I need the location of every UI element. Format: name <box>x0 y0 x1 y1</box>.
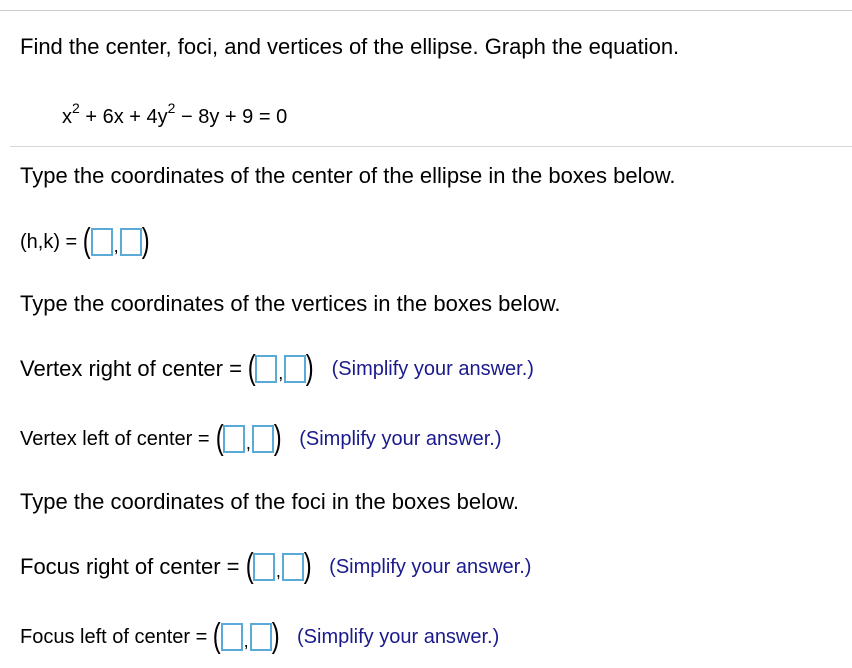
focus-right-row <box>20 549 531 585</box>
focus-left-x-input[interactable] <box>221 623 243 651</box>
top-rule <box>0 10 852 11</box>
open-paren: ( <box>215 419 224 457</box>
simplify-hint: (Simplify your answer.) <box>331 357 534 380</box>
eq-exp-x: 2 <box>72 100 80 116</box>
eq-rest: − 8y + 9 = 0 <box>175 106 288 128</box>
eq-term-y: + 6x + 4y <box>79 106 168 128</box>
comma: , <box>243 631 249 651</box>
simplify-hint: (Simplify your answer.) <box>329 555 532 578</box>
open-paren: ( <box>245 547 254 585</box>
vertex-left-y-input[interactable] <box>252 425 274 453</box>
question-divider <box>10 146 852 147</box>
vertex-left-label: Vertex left of center = <box>20 428 210 450</box>
center-h-input[interactable] <box>91 228 113 256</box>
comma: , <box>278 363 284 383</box>
ellipse-equation <box>62 100 288 130</box>
eq-term-x: x <box>62 106 72 128</box>
focus-left-row <box>20 619 499 655</box>
comma: , <box>275 561 281 581</box>
center-label: (h,k) = <box>20 231 78 253</box>
vertex-right-x-input[interactable] <box>255 355 277 383</box>
vertex-right-y-input[interactable] <box>284 355 306 383</box>
vertex-left-x-input[interactable] <box>223 425 245 453</box>
foci-instruction: Type the coordinates of the foci in the boxes below. <box>20 489 519 514</box>
simplify-hint: (Simplify your answer.) <box>297 625 500 648</box>
focus-right-y-input[interactable] <box>282 553 304 581</box>
center-answer-row <box>20 224 151 260</box>
vertex-right-label: Vertex right of center = <box>20 356 242 381</box>
open-paren: ( <box>247 349 256 387</box>
focus-right-x-input[interactable] <box>253 553 275 581</box>
focus-left-label: Focus left of center = <box>20 626 208 648</box>
open-paren: ( <box>213 617 221 655</box>
vertex-right-row <box>20 351 534 387</box>
focus-right-label: Focus right of center = <box>20 554 240 579</box>
vertex-left-row <box>20 421 502 457</box>
close-paren: ) <box>271 617 280 655</box>
eq-exp-y: 2 <box>167 100 176 116</box>
comma: , <box>245 433 251 453</box>
close-paren: ) <box>141 222 150 260</box>
center-k-input[interactable] <box>120 228 142 256</box>
focus-left-y-input[interactable] <box>250 623 272 651</box>
vertices-instruction: Type the coordinates of the vertices in the boxes below. <box>20 291 561 316</box>
center-instruction: Type the coordinates of the center of the ellipse in the boxes below. <box>20 163 676 188</box>
question-prompt: Find the center, foci, and vertices of the ellipse. Graph the equation. <box>20 34 680 59</box>
close-paren: ) <box>273 419 282 457</box>
close-paren: ) <box>306 349 314 387</box>
comma: , <box>113 236 119 256</box>
open-paren: ( <box>82 222 91 260</box>
simplify-hint: (Simplify your answer.) <box>299 427 502 450</box>
close-paren: ) <box>303 547 312 585</box>
